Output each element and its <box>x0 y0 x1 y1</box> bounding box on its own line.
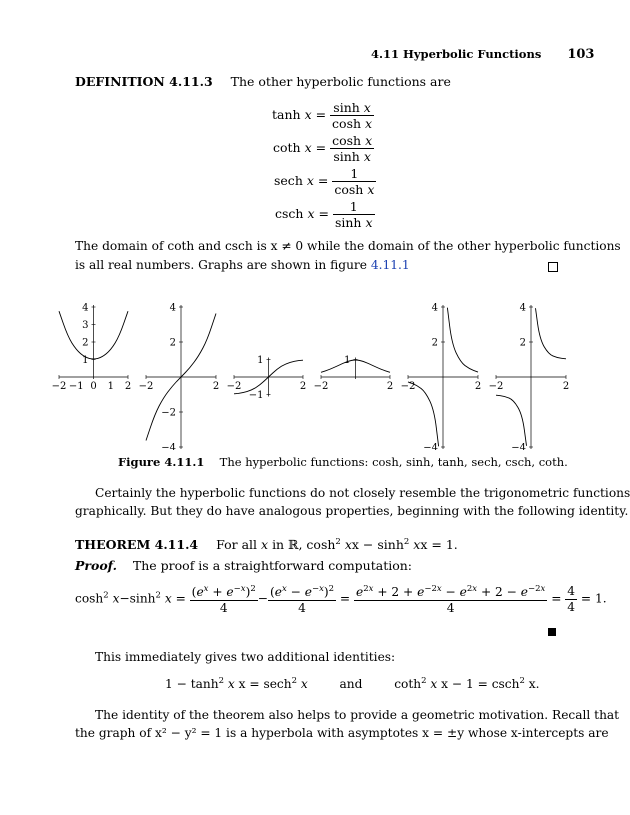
coth-x-tick-label: 2 <box>562 381 570 392</box>
figure-label: Figure 4.11.1 <box>118 455 205 469</box>
sech-x-tick-label: 2 <box>386 381 394 392</box>
para3-line-2: the graph of x² − y² = 1 is a hyperbola with asymptotes x = ±y whose x-intercepts are <box>75 726 609 740</box>
hyperbolic-graphs <box>0 285 630 450</box>
para1-line-1: Certainly the hyperbolic functions do not closely resemble the trigonometric functions <box>95 486 630 500</box>
tanh-y-tick-label: −1 <box>248 390 264 401</box>
csch-y-tick-label: −4 <box>423 442 438 450</box>
para3-line-1: The identity of the theorem also helps to provide a geometric motivation. Recall that <box>95 708 620 722</box>
proof-label: Proof. <box>75 558 117 573</box>
coth-y-tick-label: 4 <box>519 302 526 314</box>
csch-curve <box>447 308 478 372</box>
para2-line: This immediately gives two additional identities: <box>95 650 396 664</box>
csch-y-tick-label: 2 <box>431 337 438 349</box>
cosh-y-tick-label: 2 <box>82 337 89 349</box>
theorem-label: THEOREM 4.11.4 <box>75 537 199 553</box>
figure-ref-link[interactable]: 4.11.1 <box>370 258 410 272</box>
coth-y-tick-label: 2 <box>519 337 526 349</box>
proof-equation: $\cosh^2 x-\sinh^2$ x = $\frac{(e^x + e^{-x})^2}{4}$ − $\frac{(e^x - e^{-x})^2}{4}$ = $\frac{e^{2x} + 2 + e^{-2x} - e^{2x} + 2 - e^{-2x}}{4}$ = $\frac{4}{4}$ = 1. <box>75 583 607 616</box>
running-header <box>371 47 594 62</box>
cosh-y-tick-label: 4 <box>82 302 89 314</box>
theorem-line: THEOREM 4.11.4 For all x in ℝ, $\cosh^2$ xx − $\sinh^2$ xx = 1. <box>75 537 458 553</box>
coth-curve <box>536 308 567 359</box>
coth-curve <box>496 395 527 446</box>
csch-x-tick-label: −2 <box>400 381 416 392</box>
tanh-x-tick-label: 2 <box>299 381 307 392</box>
tanh-x-tick-label: −2 <box>226 381 242 392</box>
sinh-y-tick-label: −2 <box>161 407 176 419</box>
identities-equation: $1 - \tanh^2 x$ x = sech$^2$ x and coth$^2$ x x − 1 = csch$^2$ x. <box>165 676 540 692</box>
eq-csch: csch x = $\frac{1}{\text{sinh x}}$ <box>275 199 373 230</box>
sinh-y-tick-label: 2 <box>169 337 176 349</box>
section-title: 4.11 Hyperbolic Functions <box>371 47 542 61</box>
cosh-x-tick-label: 1 <box>107 381 114 392</box>
domain-line-2: is all real numbers. Graphs are shown in figure 4.11.1 <box>75 258 410 272</box>
coth-y-tick-label: −4 <box>511 442 526 450</box>
end-of-definition-mark <box>548 262 558 272</box>
cosh-x-tick-label: −2 <box>51 381 67 392</box>
sech-y-tick-label: 1 <box>344 355 351 366</box>
sinh-y-tick-label: 4 <box>169 302 176 314</box>
cosh-y-tick-label: 3 <box>82 320 89 331</box>
csch-y-tick-label: 4 <box>431 302 438 314</box>
sech-x-tick-label: −2 <box>313 381 329 392</box>
sinh-x-tick-label: 2 <box>212 381 220 392</box>
figure-caption-text: The hyperbolic functions: cosh, sinh, tanh, sech, csch, coth. <box>219 455 568 469</box>
end-of-proof-mark <box>548 628 556 636</box>
graph-tick-labels <box>52 303 570 451</box>
graph-axes <box>59 302 566 449</box>
cosh-y-tick-label: 1 <box>82 355 89 366</box>
page-number: 103 <box>567 47 595 62</box>
cosh-x-tick-label: 2 <box>124 381 132 392</box>
definition-intro: The other hyperbolic functions are <box>230 74 451 89</box>
figure-caption <box>118 455 568 469</box>
eq-sech: sech x = $\frac{1}{\text{cosh x}}$ <box>274 166 375 197</box>
definition-label: DEFINITION 4.11.3 <box>75 74 213 89</box>
proof-text: The proof is a straightforward computation: <box>132 558 413 573</box>
eq-coth: coth x = $\frac{\text{cosh x}}{\text{sinh x}}$ <box>273 133 373 164</box>
para1-line-2: graphically. But they do have analogous properties, beginning with the following identity. <box>75 504 629 518</box>
domain-line-1: The domain of coth and csch is x ≠ 0 while the domain of the other hyperbolic functions <box>75 239 621 253</box>
csch-x-tick-label: 2 <box>474 381 482 392</box>
cosh-x-tick-label: 0 <box>90 381 97 392</box>
definition-line <box>75 73 558 91</box>
sinh-y-tick-label: −4 <box>161 442 176 450</box>
tanh-y-tick-label: 1 <box>257 355 264 366</box>
eq-tanh: tanh x = $\frac{\text{sinh x}}{\text{cosh x}}$ <box>272 100 373 131</box>
coth-x-tick-label: −2 <box>488 381 504 392</box>
proof-line <box>75 557 558 575</box>
cosh-x-tick-label: −1 <box>68 381 84 392</box>
graph-curves <box>59 308 566 447</box>
sinh-x-tick-label: −2 <box>138 381 154 392</box>
